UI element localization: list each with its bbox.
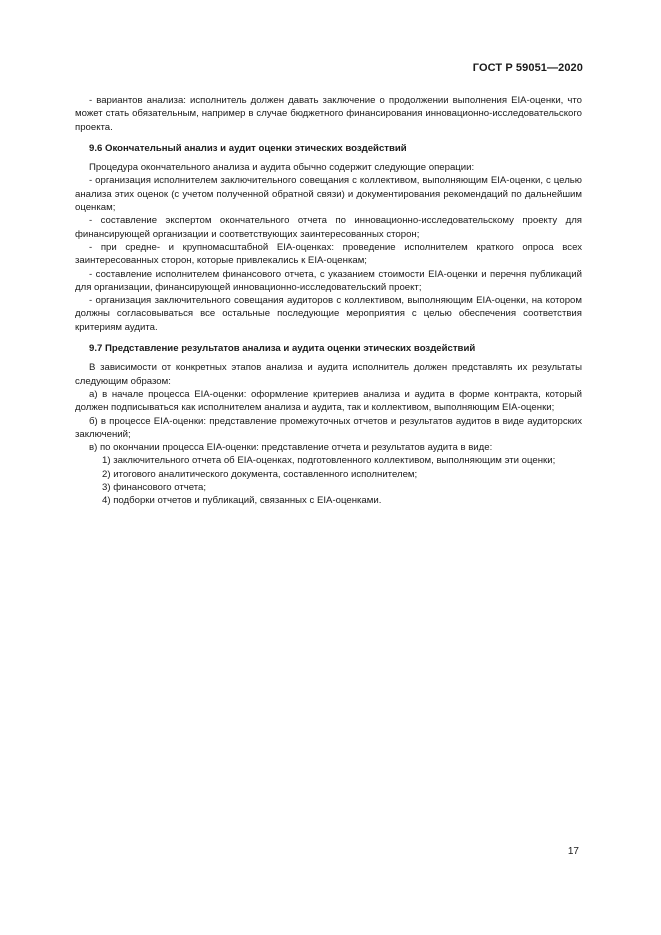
sub-list-item: 1) заключительного отчета об EIA-оценках, подготовленного коллективом, выполняющим эти оценки; bbox=[102, 455, 556, 467]
section-9-6-heading: 9.6 Окончательный анализ и аудит оценки этических воздействий bbox=[89, 142, 407, 154]
page-content bbox=[75, 94, 582, 508]
section-9-7-lead: В зависимости от конкретных этапов анализа и аудита исполнитель должен представлять их результаты следующим образом: bbox=[75, 362, 582, 387]
section-9-7-heading: 9.7 Представление результатов анализа и аудита оценки этических воздействий bbox=[89, 343, 476, 355]
sub-list-item: 3) финансового отчета; bbox=[102, 482, 207, 494]
section-9-6-lead: Процедура окончательного анализа и аудита обычно содержит следующие операции: bbox=[89, 162, 475, 174]
list-item: в) по окончании процесса EIA-оценки: представление отчета и результатов аудита в виде: bbox=[89, 442, 493, 454]
intro-paragraph: - вариантов анализа: исполнитель должен давать заключение о продолжении выполнения EIA-оценки, что может стать обязательным, например в случае бюджетного финансирования инновационно-исследовательского проекта. bbox=[75, 95, 582, 133]
list-item: - составление экспертом окончательного отчета по инновационно-исследовательскому проекту для финансирующей организации и соответствующих заинтересованных сторон; bbox=[75, 215, 582, 240]
list-item: - при средне- и крупномасштабной EIA-оценках: проведение исполнителем краткого опроса всех заинтересованных сторон, которые привлекались к EIA-оценкам; bbox=[75, 241, 582, 267]
list-item: - составление исполнителем финансового отчета, с указанием стоимости EIA-оценки и перечня публикаций для организации, финансирующей инновационно-исследовательский проект; bbox=[75, 268, 582, 293]
sub-list-item: 4) подборки отчетов и публикаций, связанных с EIA-оценками. bbox=[102, 495, 382, 507]
list-item: - организация исполнителем заключительного совещания с коллективом, выполняющим EIA-оценки, с целью анализа этих оценок (с учетом полученной обратной связи) и документирования рекомендаций по дальнейшим оценкам; bbox=[75, 175, 582, 214]
list-item: - организация заключительного совещания аудиторов с коллективом, выполняющим EIA-оценки, на котором должны согласовываться все остальные последующие мероприятия с целью обеспечения соответствия критериям аудита. bbox=[75, 295, 582, 333]
standard-designation: ГОСТ Р 59051—2020 bbox=[472, 62, 583, 74]
sub-list-item: 2) итогового аналитического документа, составленного исполнителем; bbox=[102, 468, 418, 480]
page-number: 17 bbox=[567, 846, 579, 857]
list-item: а) в начале процесса EIA-оценки: оформление критериев анализа и аудита в форме контракта, который должен подписываться как исполнителем анализа и аудита, так и коллективом, выполняющим EIA-оценки; bbox=[75, 388, 582, 414]
list-item: б) в процессе EIA-оценки: представление промежуточных отчетов и результатов аудитов в виде аудиторских заключений; bbox=[75, 415, 582, 440]
